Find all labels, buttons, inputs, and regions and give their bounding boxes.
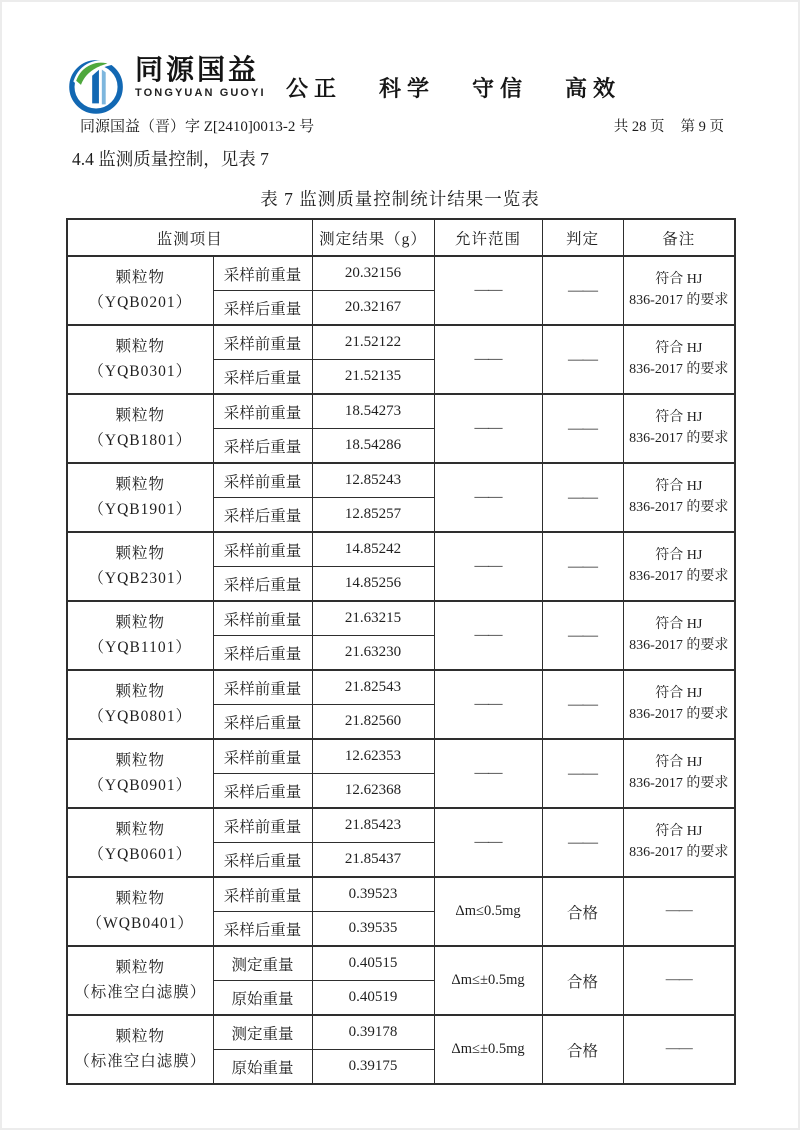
remark-line: —— — [665, 972, 692, 988]
item-name: 颗粒物 — [115, 338, 165, 356]
remark-line: —— — [665, 1041, 692, 1057]
monitor-item-cell — [67, 601, 213, 670]
item-name: 颗粒物 — [115, 407, 165, 425]
company-logo-icon — [68, 55, 126, 115]
allowed-range-cell: Δm≤0.5mg — [434, 877, 542, 946]
weight-type-label: 采样前重量 — [213, 601, 312, 636]
measured-value: 0.39535 — [312, 912, 434, 947]
col-header-monitor-item: 监测项目 — [67, 219, 312, 256]
monitor-item-cell — [67, 325, 213, 394]
weight-type-label: 采样后重量 — [213, 291, 312, 326]
weight-type-label: 采样后重量 — [213, 705, 312, 740]
remark-cell — [623, 532, 735, 601]
remark-line: 符合 HJ — [655, 410, 703, 426]
table-row — [67, 325, 735, 360]
remark-line: 符合 HJ — [655, 272, 703, 288]
monitor-item-cell — [67, 532, 213, 601]
table-row — [67, 877, 735, 912]
item-name: 颗粒物 — [115, 1028, 165, 1046]
remark-line: 符合 HJ — [655, 824, 703, 840]
remark-line: 符合 HJ — [655, 686, 703, 702]
allowed-range-cell: —— — [434, 256, 542, 325]
table-row — [67, 394, 735, 429]
weight-type-label: 采样前重量 — [213, 463, 312, 498]
item-name: 颗粒物 — [115, 890, 165, 908]
measured-value: 18.54273 — [312, 394, 434, 429]
col-header-allowed-range: 允许范围 — [434, 219, 542, 256]
weight-type-label: 采样后重量 — [213, 429, 312, 464]
weight-type-label: 采样后重量 — [213, 567, 312, 602]
item-name: 颗粒物 — [115, 959, 165, 977]
remark-cell — [623, 325, 735, 394]
weight-type-label: 采样后重量 — [213, 843, 312, 878]
monitor-item-cell — [67, 1015, 213, 1084]
measured-value: 21.63215 — [312, 601, 434, 636]
item-code: （YQB0801） — [88, 707, 193, 725]
judgement-cell: —— — [542, 670, 623, 739]
monitor-item-cell — [67, 463, 213, 532]
pages-total: 共 28 页 — [613, 119, 665, 135]
remark-cell — [623, 670, 735, 739]
remark-line: 符合 HJ — [655, 755, 703, 771]
measured-value: 14.85256 — [312, 567, 434, 602]
col-header-judgement: 判定 — [542, 219, 623, 256]
weight-type-label: 采样后重量 — [213, 498, 312, 533]
measured-value: 0.39175 — [312, 1050, 434, 1085]
table-row — [67, 946, 735, 981]
qc-table-header-row — [67, 219, 735, 256]
page-info — [614, 115, 724, 136]
item-code: （YQB1101） — [88, 638, 192, 656]
monitor-item-cell — [67, 946, 213, 1015]
item-name: 颗粒物 — [115, 614, 165, 632]
remark-line: 符合 HJ — [655, 479, 703, 495]
measured-value: 12.85243 — [312, 463, 434, 498]
monitor-item-cell — [67, 877, 213, 946]
judgement-cell: —— — [542, 601, 623, 670]
slogan — [286, 72, 621, 103]
remark-line: 符合 HJ — [655, 548, 703, 564]
measured-value: 21.82560 — [312, 705, 434, 740]
remark-line: —— — [665, 903, 692, 919]
company-name-en: TONGYUAN GUOYI — [135, 87, 266, 100]
table-row — [67, 670, 735, 705]
weight-type-label: 原始重量 — [213, 1050, 312, 1085]
item-code: （标准空白滤膜） — [74, 983, 207, 1001]
measured-value: 0.39523 — [312, 877, 434, 912]
remark-line: 836-2017 的要求 — [629, 844, 729, 860]
weight-type-label: 采样前重量 — [213, 325, 312, 360]
weight-type-label: 采样前重量 — [213, 739, 312, 774]
item-code: （YQB0901） — [88, 776, 193, 794]
table-title: 表 7 监测质量控制统计结果一览表 — [260, 189, 540, 209]
remark-line: 符合 HJ — [655, 341, 703, 357]
judgement-cell: 合格 — [542, 946, 623, 1015]
doc-header-row — [80, 115, 724, 136]
monitor-item-cell — [67, 808, 213, 877]
item-name: 颗粒物 — [115, 683, 165, 701]
remark-cell — [623, 394, 735, 463]
measured-value: 12.85257 — [312, 498, 434, 533]
judgement-cell: —— — [542, 463, 623, 532]
weight-type-label: 采样前重量 — [213, 256, 312, 291]
section-heading: 4.4 监测质量控制，见表 7 — [72, 149, 269, 169]
judgement-cell: —— — [542, 325, 623, 394]
allowed-range-cell: —— — [434, 463, 542, 532]
judgement-cell: 合格 — [542, 877, 623, 946]
remark-cell — [623, 739, 735, 808]
monitor-item-cell — [67, 670, 213, 739]
item-code: （YQB0601） — [88, 845, 193, 863]
measured-value: 0.40515 — [312, 946, 434, 981]
weight-type-label: 采样后重量 — [213, 636, 312, 671]
item-name: 颗粒物 — [115, 752, 165, 770]
measured-value: 12.62353 — [312, 739, 434, 774]
monitor-item-cell — [67, 256, 213, 325]
table-row — [67, 739, 735, 774]
weight-type-label: 原始重量 — [213, 981, 312, 1016]
item-name: 颗粒物 — [115, 821, 165, 839]
judgement-cell: 合格 — [542, 1015, 623, 1084]
weight-type-label: 采样前重量 — [213, 394, 312, 429]
measured-value: 18.54286 — [312, 429, 434, 464]
allowed-range-cell: —— — [434, 739, 542, 808]
measured-value: 20.32167 — [312, 291, 434, 326]
item-code: （YQB2301） — [88, 569, 193, 587]
measured-value: 21.63230 — [312, 636, 434, 671]
measured-value: 0.40519 — [312, 981, 434, 1016]
measured-value: 14.85242 — [312, 532, 434, 567]
company-logo — [68, 55, 266, 115]
table-row — [67, 1015, 735, 1050]
remark-cell — [623, 601, 735, 670]
allowed-range-cell: Δm≤±0.5mg — [434, 1015, 542, 1084]
remark-line: 836-2017 的要求 — [629, 499, 729, 515]
remark-cell — [623, 256, 735, 325]
table-row — [67, 463, 735, 498]
allowed-range-cell: —— — [434, 532, 542, 601]
remark-line: 836-2017 的要求 — [629, 568, 729, 584]
item-name: 颗粒物 — [115, 269, 165, 287]
remark-cell — [623, 463, 735, 532]
remark-line: 836-2017 的要求 — [629, 637, 729, 653]
remark-cell — [623, 808, 735, 877]
judgement-cell: —— — [542, 394, 623, 463]
remark-cell — [623, 877, 735, 946]
company-logo-text — [135, 55, 266, 99]
monitor-item-cell — [67, 739, 213, 808]
remark-line: 836-2017 的要求 — [629, 430, 729, 446]
weight-type-label: 采样后重量 — [213, 360, 312, 395]
judgement-cell: —— — [542, 739, 623, 808]
item-name: 颗粒物 — [115, 545, 165, 563]
allowed-range-cell: —— — [434, 394, 542, 463]
remark-cell — [623, 1015, 735, 1084]
allowed-range-cell: —— — [434, 670, 542, 739]
measured-value: 21.52122 — [312, 325, 434, 360]
remark-line: 836-2017 的要求 — [629, 706, 729, 722]
col-header-result: 测定结果（g） — [312, 219, 434, 256]
item-code: （YQB0201） — [88, 293, 193, 311]
measured-value: 20.32156 — [312, 256, 434, 291]
judgement-cell: —— — [542, 532, 623, 601]
remark-cell — [623, 946, 735, 1015]
item-code: （标准空白滤膜） — [74, 1052, 207, 1070]
slogan-word: 守信 — [472, 76, 529, 101]
measured-value: 21.85423 — [312, 808, 434, 843]
remark-line: 836-2017 的要求 — [629, 361, 729, 377]
measured-value: 12.62368 — [312, 774, 434, 809]
item-code: （YQB1801） — [88, 431, 193, 449]
weight-type-label: 采样前重量 — [213, 877, 312, 912]
item-code: （WQB0401） — [86, 914, 194, 932]
col-header-remark: 备注 — [623, 219, 735, 256]
remark-line: 836-2017 的要求 — [629, 292, 729, 308]
item-code: （YQB1901） — [88, 500, 193, 518]
allowed-range-cell: —— — [434, 601, 542, 670]
allowed-range-cell: Δm≤±0.5mg — [434, 946, 542, 1015]
judgement-cell: —— — [542, 256, 623, 325]
allowed-range-cell: —— — [434, 325, 542, 394]
slogan-word: 高效 — [565, 76, 622, 101]
weight-type-label: 采样前重量 — [213, 670, 312, 705]
item-code: （YQB0301） — [88, 362, 193, 380]
company-name-cn: 同源国益 — [135, 54, 260, 85]
page-current: 第 9 页 — [680, 119, 724, 135]
weight-type-label: 采样前重量 — [213, 532, 312, 567]
weight-type-label: 采样后重量 — [213, 774, 312, 809]
weight-type-label: 测定重量 — [213, 1015, 312, 1050]
weight-type-label: 采样前重量 — [213, 808, 312, 843]
doc-number: 同源国益（晋）字 Z[2410]0013-2 号 — [80, 119, 315, 135]
remark-line: 符合 HJ — [655, 617, 703, 633]
monitor-item-cell — [67, 394, 213, 463]
table-row — [67, 256, 735, 291]
table-row — [67, 532, 735, 567]
allowed-range-cell: —— — [434, 808, 542, 877]
measured-value: 21.52135 — [312, 360, 434, 395]
table-row — [67, 808, 735, 843]
judgement-cell: —— — [542, 808, 623, 877]
measured-value: 0.39178 — [312, 1015, 434, 1050]
remark-line: 836-2017 的要求 — [629, 775, 729, 791]
item-name: 颗粒物 — [115, 476, 165, 494]
slogan-word: 科学 — [379, 76, 436, 101]
slogan-word: 公正 — [286, 76, 343, 101]
qc-table — [66, 218, 736, 1085]
table-row — [67, 601, 735, 636]
measured-value: 21.82543 — [312, 670, 434, 705]
weight-type-label: 测定重量 — [213, 946, 312, 981]
measured-value: 21.85437 — [312, 843, 434, 878]
weight-type-label: 采样后重量 — [213, 912, 312, 947]
